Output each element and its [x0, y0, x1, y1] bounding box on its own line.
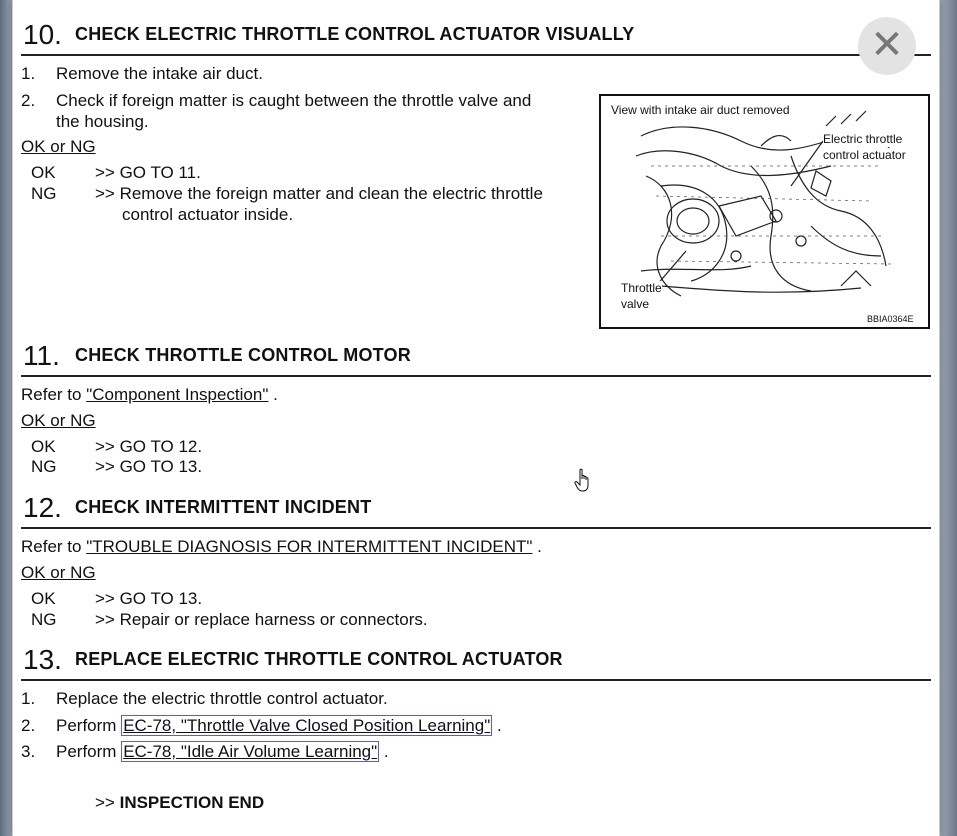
intermittent-incident-link[interactable]: "TROUBLE DIAGNOSIS FOR INTERMITTENT INCIDENT" — [86, 537, 533, 556]
figure-label-throttle: valve — [621, 297, 650, 311]
throttle-figure — [599, 94, 930, 329]
throttle-valve-learning-link[interactable]: EC-78, "Throttle Valve Closed Position Learning" — [123, 716, 491, 735]
document-page[interactable] — [12, 0, 940, 836]
refer-line — [21, 537, 542, 557]
section-title: CHECK ELECTRIC THROTTLE CONTROL ACTUATOR VISUALLY — [75, 24, 635, 44]
ok-or-ng-heading: OK or NG — [21, 137, 96, 156]
refer-suffix: . — [268, 385, 278, 404]
step-prefix: Perform — [56, 742, 122, 761]
ng-action: >> Repair or replace harness or connectors. — [95, 610, 428, 629]
close-icon: ✕ — [870, 22, 904, 68]
ng-label: NG — [31, 184, 57, 203]
section-number: 11. — [23, 340, 60, 371]
component-inspection-link[interactable]: "Component Inspection" — [86, 385, 269, 404]
figure-label-actuator: Electric throttle — [823, 132, 903, 146]
ok-label: OK — [31, 589, 56, 608]
ok-or-ng-heading: OK or NG — [21, 563, 96, 582]
section-number: 13. — [23, 644, 62, 675]
refer-prefix: Refer to — [21, 385, 87, 404]
step-text: Remove the intake air duct. — [56, 64, 263, 83]
background-right — [937, 0, 957, 836]
step-suffix: . — [492, 716, 502, 735]
section-title: CHECK THROTTLE CONTROL MOTOR — [75, 345, 411, 365]
idle-air-learning-link[interactable]: EC-78, "Idle Air Volume Learning" — [123, 742, 378, 761]
step-text: Replace the electric throttle control actuator. — [56, 689, 388, 708]
ng-action: >> Remove the foreign matter and clean the electric throttle — [95, 184, 543, 203]
step-prefix: Perform — [56, 716, 122, 735]
background-left — [0, 0, 12, 836]
ok-action: >> GO TO 12. — [95, 437, 203, 456]
close-button[interactable] — [858, 17, 916, 75]
refer-suffix: . — [532, 537, 542, 556]
step-number: 1. — [21, 689, 36, 708]
ok-or-ng-heading: OK or NG — [21, 411, 96, 430]
ng-label: NG — [31, 457, 57, 476]
end-prefix: >> — [95, 793, 120, 812]
section-number: 12. — [23, 492, 62, 523]
step-suffix: . — [379, 742, 389, 761]
end-text: INSPECTION END — [119, 793, 265, 812]
ng-action-continued: control actuator inside. — [122, 205, 294, 224]
section-number: 10. — [23, 19, 62, 50]
step-number: 2. — [21, 716, 36, 735]
section-11-header — [21, 335, 931, 377]
step-number: 1. — [21, 64, 36, 83]
figure-label-throttle: Throttle — [621, 281, 662, 295]
ng-action: >> GO TO 13. — [95, 457, 203, 476]
figure-label-actuator: control actuator — [823, 148, 906, 162]
inspection-end — [95, 793, 264, 813]
step-text — [56, 742, 389, 762]
section-12-header — [21, 487, 931, 529]
section-title: CHECK INTERMITTENT INCIDENT — [75, 497, 372, 517]
refer-prefix: Refer to — [21, 537, 87, 556]
section-13-header — [21, 639, 931, 681]
ok-label: OK — [31, 163, 56, 182]
ok-action: >> GO TO 13. — [95, 589, 203, 608]
ok-action: >> GO TO 11. — [95, 163, 201, 182]
figure-code: BBIA0364E — [867, 314, 914, 324]
section-10-header — [21, 14, 931, 56]
step-text — [56, 716, 502, 736]
figure-caption: View with intake air duct removed — [611, 103, 790, 117]
step-text: Check if foreign matter is caught between the throttle valve and — [56, 91, 532, 110]
refer-line — [21, 385, 278, 405]
step-text-continued: the housing. — [56, 112, 149, 131]
hand-cursor-icon — [574, 468, 594, 494]
step-number: 2. — [21, 91, 36, 110]
ok-label: OK — [31, 437, 56, 456]
ng-label: NG — [31, 610, 57, 629]
section-title: REPLACE ELECTRIC THROTTLE CONTROL ACTUATOR — [75, 649, 563, 669]
step-number: 3. — [21, 742, 36, 761]
